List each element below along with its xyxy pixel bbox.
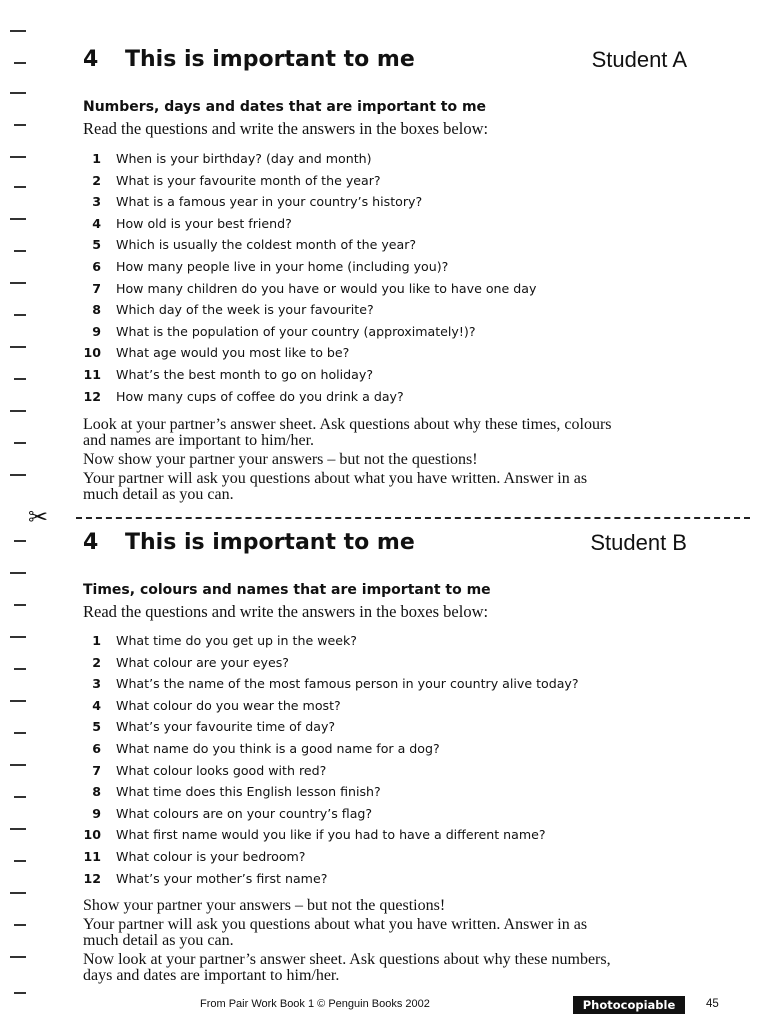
binding-mark xyxy=(10,700,26,702)
dashed-divider xyxy=(76,517,750,519)
binding-mark xyxy=(14,732,26,734)
binding-mark xyxy=(10,474,26,476)
binding-mark xyxy=(14,314,26,316)
paragraph-line: Show your partner your answers – but not the questions! xyxy=(83,897,446,914)
question-item xyxy=(83,673,693,695)
student-a-question-list xyxy=(83,148,693,407)
question-number: 1 xyxy=(92,633,101,648)
question-text: What time does this English lesson finish? xyxy=(116,784,381,800)
question-number: 5 xyxy=(92,237,101,253)
binding-mark xyxy=(10,410,26,412)
question-item xyxy=(83,299,693,321)
binding-mark xyxy=(14,668,26,670)
question-number: 2 xyxy=(92,654,101,670)
question-item xyxy=(83,846,693,868)
question-number: 9 xyxy=(92,805,101,821)
question-number: 7 xyxy=(92,280,101,296)
student-a-instruction: Read the questions and write the answers in the boxes below: xyxy=(83,119,489,138)
binding-mark xyxy=(10,30,26,32)
paragraph-line: much detail as you can. xyxy=(83,931,234,949)
question-text: How many people live in your home (including you)? xyxy=(116,258,449,274)
question-text: What is your favourite month of the year? xyxy=(116,172,381,188)
question-number: 4 xyxy=(92,215,101,231)
question-text: What colours are on your country’s flag? xyxy=(116,805,373,821)
binding-mark xyxy=(10,572,26,574)
question-item xyxy=(83,342,693,364)
binding-mark xyxy=(10,218,26,220)
question-item xyxy=(83,630,693,652)
binding-mark xyxy=(10,156,26,158)
question-item xyxy=(83,148,693,170)
binding-mark xyxy=(10,346,26,348)
question-item xyxy=(83,191,693,213)
question-text: What time do you get up in the week? xyxy=(116,633,357,648)
paragraph-line: Now look at your partner’s answer sheet. Ask questions about why these numbers, xyxy=(83,951,611,968)
question-text: What is the population of your country (approximately!)? xyxy=(116,323,476,339)
binding-mark xyxy=(14,186,26,188)
question-text: What’s the best month to go on holiday? xyxy=(116,366,374,382)
page-number: 45 xyxy=(706,998,719,1010)
student-a-subheading: Numbers, days and dates that are important to me xyxy=(83,99,487,115)
question-text: What age would you most like to be? xyxy=(116,345,350,361)
question-number: 3 xyxy=(92,676,101,692)
student-label: Student B xyxy=(590,530,687,555)
question-text: How old is your best friend? xyxy=(116,215,292,231)
paragraph-line: Your partner will ask you questions about what you have written. Answer in as xyxy=(83,470,588,487)
question-item xyxy=(83,738,693,760)
question-text: What colour do you wear the most? xyxy=(116,697,341,713)
question-number: 12 xyxy=(83,388,101,404)
question-number: 6 xyxy=(92,258,101,274)
student-b-subheading: Times, colours and names that are important to me xyxy=(83,582,491,598)
question-text: What is a famous year in your country’s history? xyxy=(116,194,423,210)
paragraph-line: and names are important to him/her. xyxy=(83,431,315,449)
question-number: 10 xyxy=(83,345,101,361)
cut-line xyxy=(28,503,750,531)
question-number: 8 xyxy=(92,784,101,800)
unit-number: 4 xyxy=(83,530,99,555)
student-b-instruction: Read the questions and write the answers in the boxes below: xyxy=(83,602,489,621)
question-text: What colour are your eyes? xyxy=(116,654,289,670)
question-number: 9 xyxy=(92,323,101,339)
student-b-heading xyxy=(83,530,693,562)
question-item xyxy=(83,386,693,408)
question-item xyxy=(83,364,693,386)
question-text: What colour looks good with red? xyxy=(116,762,327,778)
question-text: What name do you think is a good name for a dog? xyxy=(116,740,440,756)
paragraph-line: much detail as you can. xyxy=(83,485,234,503)
question-text: What’s your favourite time of day? xyxy=(116,719,336,735)
question-number: 7 xyxy=(92,762,101,778)
paragraph-line: Now show your partner your answers – but not the questions! xyxy=(83,451,478,468)
question-item xyxy=(83,781,693,803)
binding-mark xyxy=(10,636,26,638)
page-footer xyxy=(200,996,730,1016)
question-item xyxy=(83,760,693,782)
question-number: 11 xyxy=(83,848,101,864)
question-item xyxy=(83,278,693,300)
question-item xyxy=(83,824,693,846)
unit-title: This is important to me xyxy=(125,47,415,72)
binding-mark xyxy=(14,604,26,606)
question-item xyxy=(83,716,693,738)
question-item xyxy=(83,234,693,256)
question-text: What first name would you like if you had to have a different name? xyxy=(116,827,546,843)
binding-mark xyxy=(10,282,26,284)
question-item xyxy=(83,170,693,192)
question-number: 12 xyxy=(83,870,101,886)
question-number: 5 xyxy=(92,719,101,735)
question-number: 3 xyxy=(92,194,101,210)
question-item xyxy=(83,868,693,890)
student-b-paragraph-ask xyxy=(83,952,693,983)
binding-mark xyxy=(10,828,26,830)
question-item xyxy=(83,213,693,235)
question-item xyxy=(83,256,693,278)
scissors-icon: ✂ xyxy=(28,503,49,531)
student-label: Student A xyxy=(591,47,687,72)
question-item xyxy=(83,652,693,674)
question-number: 1 xyxy=(92,151,101,166)
binding-mark xyxy=(14,860,26,862)
question-text: When is your birthday? (day and month) xyxy=(116,151,372,166)
paragraph-line: Your partner will ask you questions about what you have written. Answer in as xyxy=(83,916,588,933)
paragraph-line: days and dates are important to him/her. xyxy=(83,966,340,984)
photocopiable-badge: Photocopiable xyxy=(573,996,685,1014)
student-a-paragraph-answer xyxy=(83,471,693,502)
question-text: How many children do you have or would you like to have one day xyxy=(116,280,537,296)
question-text: What colour is your bedroom? xyxy=(116,848,306,864)
question-number: 2 xyxy=(92,172,101,188)
binding-mark xyxy=(14,124,26,126)
question-text: Which day of the week is your favourite? xyxy=(116,302,374,318)
question-number: 11 xyxy=(83,366,101,382)
binding-mark xyxy=(14,924,26,926)
binding-mark xyxy=(10,764,26,766)
binding-mark xyxy=(10,92,26,94)
question-text: What’s the name of the most famous person in your country alive today? xyxy=(116,676,579,692)
student-a-heading xyxy=(83,47,693,79)
binding-mark xyxy=(10,956,26,958)
copyright-credit: From Pair Work Book 1 © Penguin Books 2002 xyxy=(200,998,430,1010)
question-item xyxy=(83,695,693,717)
student-a-paragraph-ask xyxy=(83,417,693,448)
unit-title: This is important to me xyxy=(125,530,415,555)
question-number: 6 xyxy=(92,740,101,756)
binding-mark xyxy=(14,992,26,994)
question-text: How many cups of coffee do you drink a day? xyxy=(116,388,404,404)
question-text: Which is usually the coldest month of the year? xyxy=(116,237,417,253)
paragraph-line: Look at your partner’s answer sheet. Ask questions about why these times, colours xyxy=(83,416,612,433)
binding-mark xyxy=(14,62,26,64)
question-item xyxy=(83,321,693,343)
question-item xyxy=(83,803,693,825)
student-b-paragraph-show xyxy=(83,898,693,914)
unit-number: 4 xyxy=(83,47,99,72)
student-b-paragraph-answer xyxy=(83,917,693,948)
binding-mark xyxy=(14,442,26,444)
question-number: 4 xyxy=(92,697,101,713)
student-b-question-list xyxy=(83,630,693,889)
binding-mark xyxy=(14,540,26,542)
student-a-paragraph-show xyxy=(83,452,693,468)
binding-mark xyxy=(14,796,26,798)
question-number: 10 xyxy=(83,827,101,843)
question-number: 8 xyxy=(92,302,101,318)
binding-mark xyxy=(14,378,26,380)
binding-mark xyxy=(10,892,26,894)
question-text: What’s your mother’s first name? xyxy=(116,870,328,886)
binding-mark xyxy=(14,250,26,252)
